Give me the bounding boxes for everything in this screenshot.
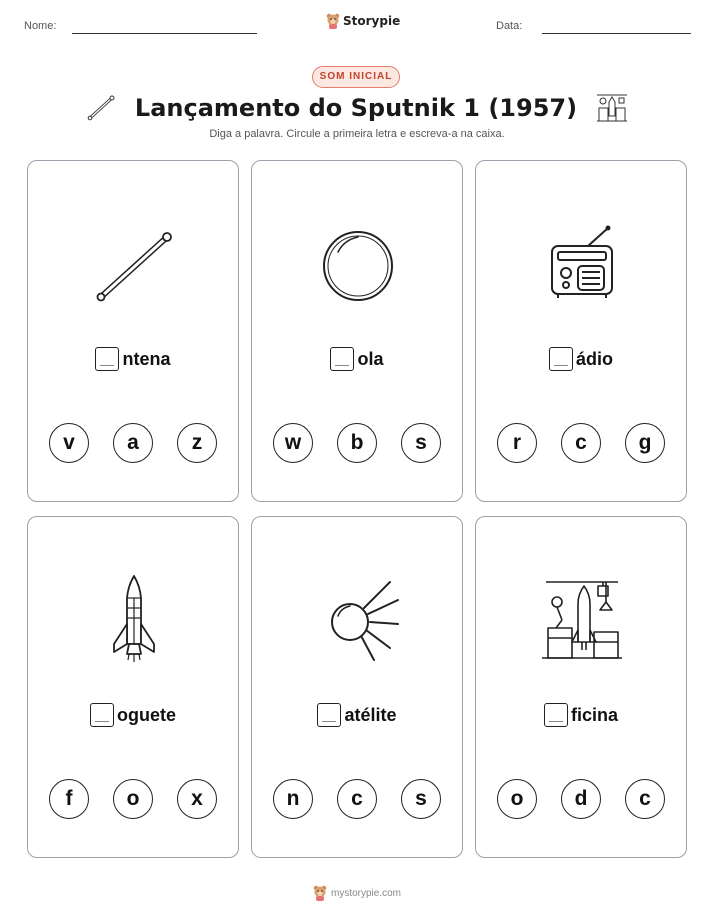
- worksheet-header: [0, 0, 714, 50]
- brand-logo: [326, 13, 400, 29]
- letter-option[interactable]: s: [401, 779, 441, 819]
- letter-option[interactable]: z: [177, 423, 217, 463]
- word-ending: ntena: [122, 348, 171, 369]
- word-card-bola: [251, 160, 463, 502]
- word-ending: ficina: [570, 704, 618, 725]
- letter-options: [252, 423, 462, 463]
- letter-option[interactable]: v: [49, 423, 89, 463]
- word-row: [476, 347, 686, 371]
- word-ending: ádio: [575, 348, 613, 369]
- word-row: [476, 703, 686, 727]
- rocket-icon: [84, 572, 184, 672]
- word-ending: oguete: [116, 704, 176, 725]
- word-row: [252, 347, 462, 371]
- category-badge: SOM INICIAL: [312, 66, 400, 88]
- letter-options: [28, 779, 238, 819]
- letter-option[interactable]: n: [273, 779, 313, 819]
- footer: [0, 885, 714, 901]
- title-row: [0, 90, 714, 126]
- letter-option[interactable]: f: [49, 779, 89, 819]
- date-label: Data:: [496, 20, 523, 32]
- word-card-satelite: [251, 516, 463, 858]
- radio-icon: [532, 216, 632, 316]
- letter-option[interactable]: r: [497, 423, 537, 463]
- letter-options: [28, 423, 238, 463]
- name-label: Nome:: [24, 20, 57, 32]
- answer-box[interactable]: [330, 347, 354, 371]
- letter-option[interactable]: c: [561, 423, 601, 463]
- letter-option[interactable]: c: [625, 779, 665, 819]
- letter-option[interactable]: a: [113, 423, 153, 463]
- letter-option[interactable]: o: [113, 779, 153, 819]
- answer-box[interactable]: [317, 703, 341, 727]
- answer-box[interactable]: [90, 703, 114, 727]
- letter-option[interactable]: x: [177, 779, 217, 819]
- letter-option[interactable]: o: [497, 779, 537, 819]
- word-row: [28, 347, 238, 371]
- letter-option[interactable]: s: [401, 423, 441, 463]
- page-title: Lançamento do Sputnik 1 (1957): [134, 94, 578, 122]
- antenna-rod-icon: [84, 216, 184, 316]
- satellite-icon: [308, 572, 408, 672]
- word-card-foguete: [27, 516, 239, 858]
- letter-option[interactable]: w: [273, 423, 313, 463]
- footer-url[interactable]: mystorypie.com: [330, 887, 401, 899]
- letter-options: [252, 779, 462, 819]
- letter-option[interactable]: g: [625, 423, 665, 463]
- name-line[interactable]: [72, 33, 257, 34]
- letter-options: [476, 779, 686, 819]
- word-card-antena: [27, 160, 239, 502]
- workshop-icon: [532, 572, 632, 672]
- word-row: [28, 703, 238, 727]
- bear-mascot-icon: [326, 13, 340, 29]
- word-card-oficina: [475, 516, 687, 858]
- word-row: [252, 703, 462, 727]
- letter-option[interactable]: d: [561, 779, 601, 819]
- answer-box[interactable]: [544, 703, 568, 727]
- antenna-rod-icon: [85, 92, 117, 124]
- answer-box[interactable]: [549, 347, 573, 371]
- brand-name: Storypie: [343, 14, 401, 28]
- answer-box[interactable]: [95, 347, 119, 371]
- letter-option[interactable]: b: [337, 423, 377, 463]
- letter-options: [476, 423, 686, 463]
- letter-option[interactable]: c: [337, 779, 377, 819]
- word-ending: atélite: [344, 704, 397, 725]
- word-ending: ola: [357, 348, 384, 369]
- workshop-icon: [595, 92, 629, 124]
- date-line[interactable]: [542, 33, 691, 34]
- ball-icon: [308, 216, 408, 316]
- word-card-radio: [475, 160, 687, 502]
- bear-mascot-icon: [313, 885, 327, 901]
- instructions: Diga a palavra. Circule a primeira letra e escreva-a na caixa.: [209, 128, 505, 140]
